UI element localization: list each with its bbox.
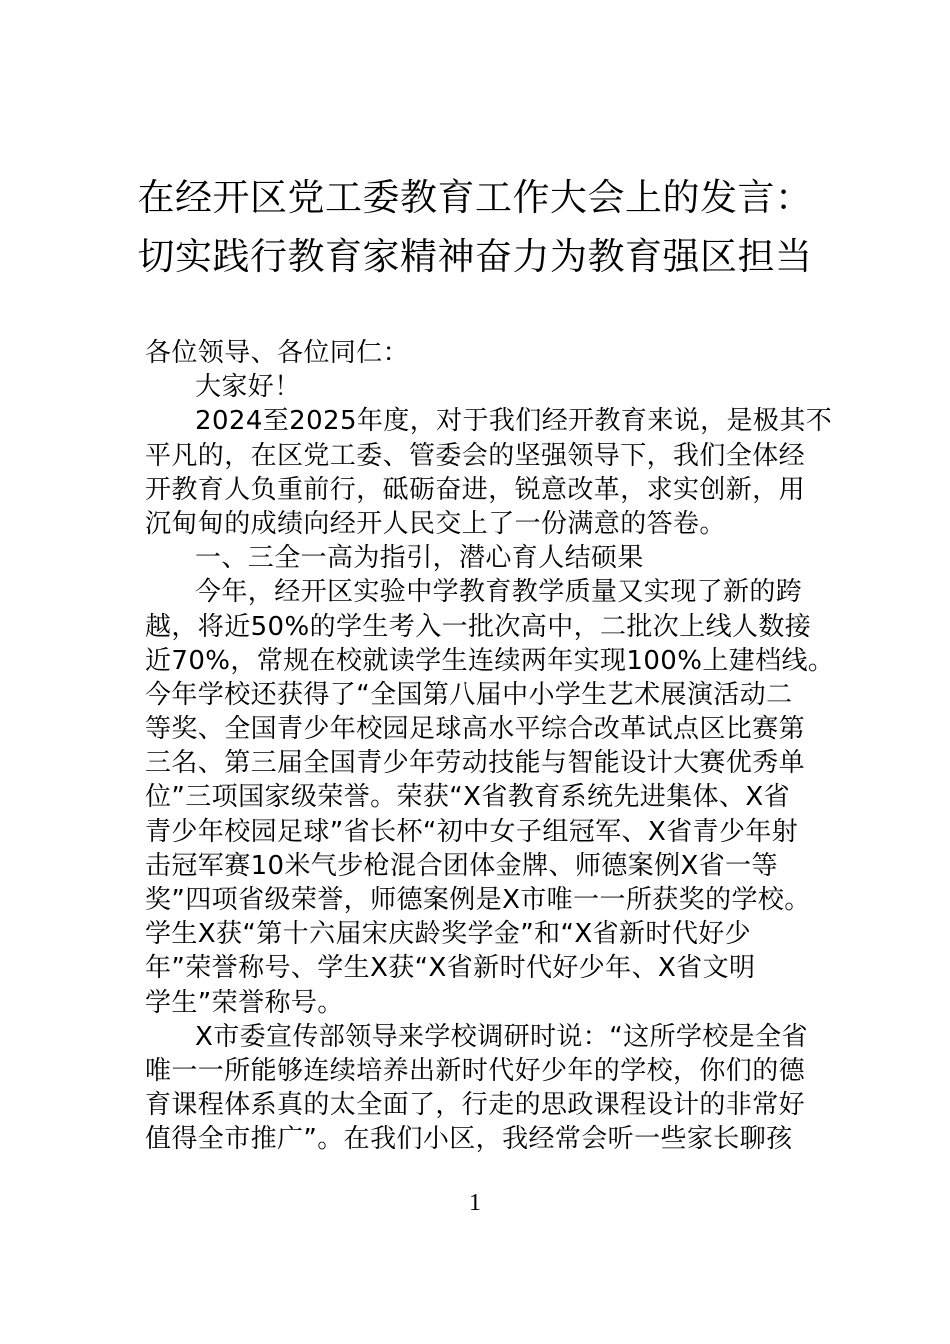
body-line: 三名、第三届全国青少年劳动技能与智能设计大赛优秀单 <box>145 748 806 779</box>
body-line: X市委宣传部领导来学校调研时说：“这所学校是全省 <box>195 1021 808 1052</box>
salutation: 各位领导、各位同仁： <box>145 338 410 368</box>
body-line: 学生”荣誉称号。 <box>145 987 344 1018</box>
body-line: 越，将近50%的学生考入一批次高中，二批次上线人数接 <box>145 611 812 642</box>
body-line: 位”三项国家级荣誉。荣获“X省教育系统先进集体、X省 <box>145 782 790 813</box>
body-line: 奖”四项省级荣誉，师德案例是X市唯一一所获奖的学校。 <box>145 885 811 915</box>
greeting: 大家好！ <box>195 372 301 403</box>
document-title <box>0 168 950 286</box>
body-line: 平凡的，在区党工委、管委会的坚强领导下，我们全体经 <box>145 440 806 471</box>
body-line: 等奖、全国青少年校园足球高水平综合改革试点区比赛第 <box>145 714 806 745</box>
body-line: 2024至2025年度，对于我们经开教育来说，是极其不 <box>195 406 833 437</box>
body-line: 今年学校还获得了“全国第八届中小学生艺术展演活动二 <box>145 679 793 710</box>
body-line: 今年，经开区实验中学教育教学质量又实现了新的跨 <box>195 577 803 608</box>
body-line: 值得全市推广”。在我们小区，我经常会听一些家长聊孩 <box>145 1124 793 1155</box>
title-line-1: 在经开区党工委教育工作大会上的发言： <box>137 176 813 219</box>
body-line: 唯一一所能够连续培养出新时代好少年的学校，你们的德 <box>145 1055 806 1086</box>
title-line-2: 切实践行教育家精神奋力为教育强区担当 <box>137 235 813 278</box>
body-line: 年”荣誉称号、学生X获“X省新时代好少年、X省文明 <box>145 953 756 984</box>
body-line: 击冠军赛10米气步枪混合团体金牌、师德案例X省一等 <box>145 850 778 881</box>
body-line: 沉甸甸的成绩向经开人民交上了一份满意的答卷。 <box>145 508 726 539</box>
page-number: 1 <box>469 1190 481 1216</box>
body-line: 青少年校园足球”省长杯“初中女子组冠军、X省青少年射 <box>145 816 799 847</box>
document-body <box>145 336 835 1157</box>
body-line: 学生X获“第十六届宋庆龄奖学金”和“X省新时代好少 <box>145 919 752 950</box>
body-line: 育课程体系真的太全面了，行走的思政课程设计的非常好 <box>145 1090 806 1121</box>
section-heading: 一、三全一高为指引，潜心育人结硕果 <box>195 543 644 574</box>
body-line: 近70%，常规在校就读学生连续两年实现100%上建档线。 <box>145 645 835 676</box>
body-line: 开教育人负重前行，砥砺奋进，锐意改革，求实创新，用 <box>145 474 806 505</box>
